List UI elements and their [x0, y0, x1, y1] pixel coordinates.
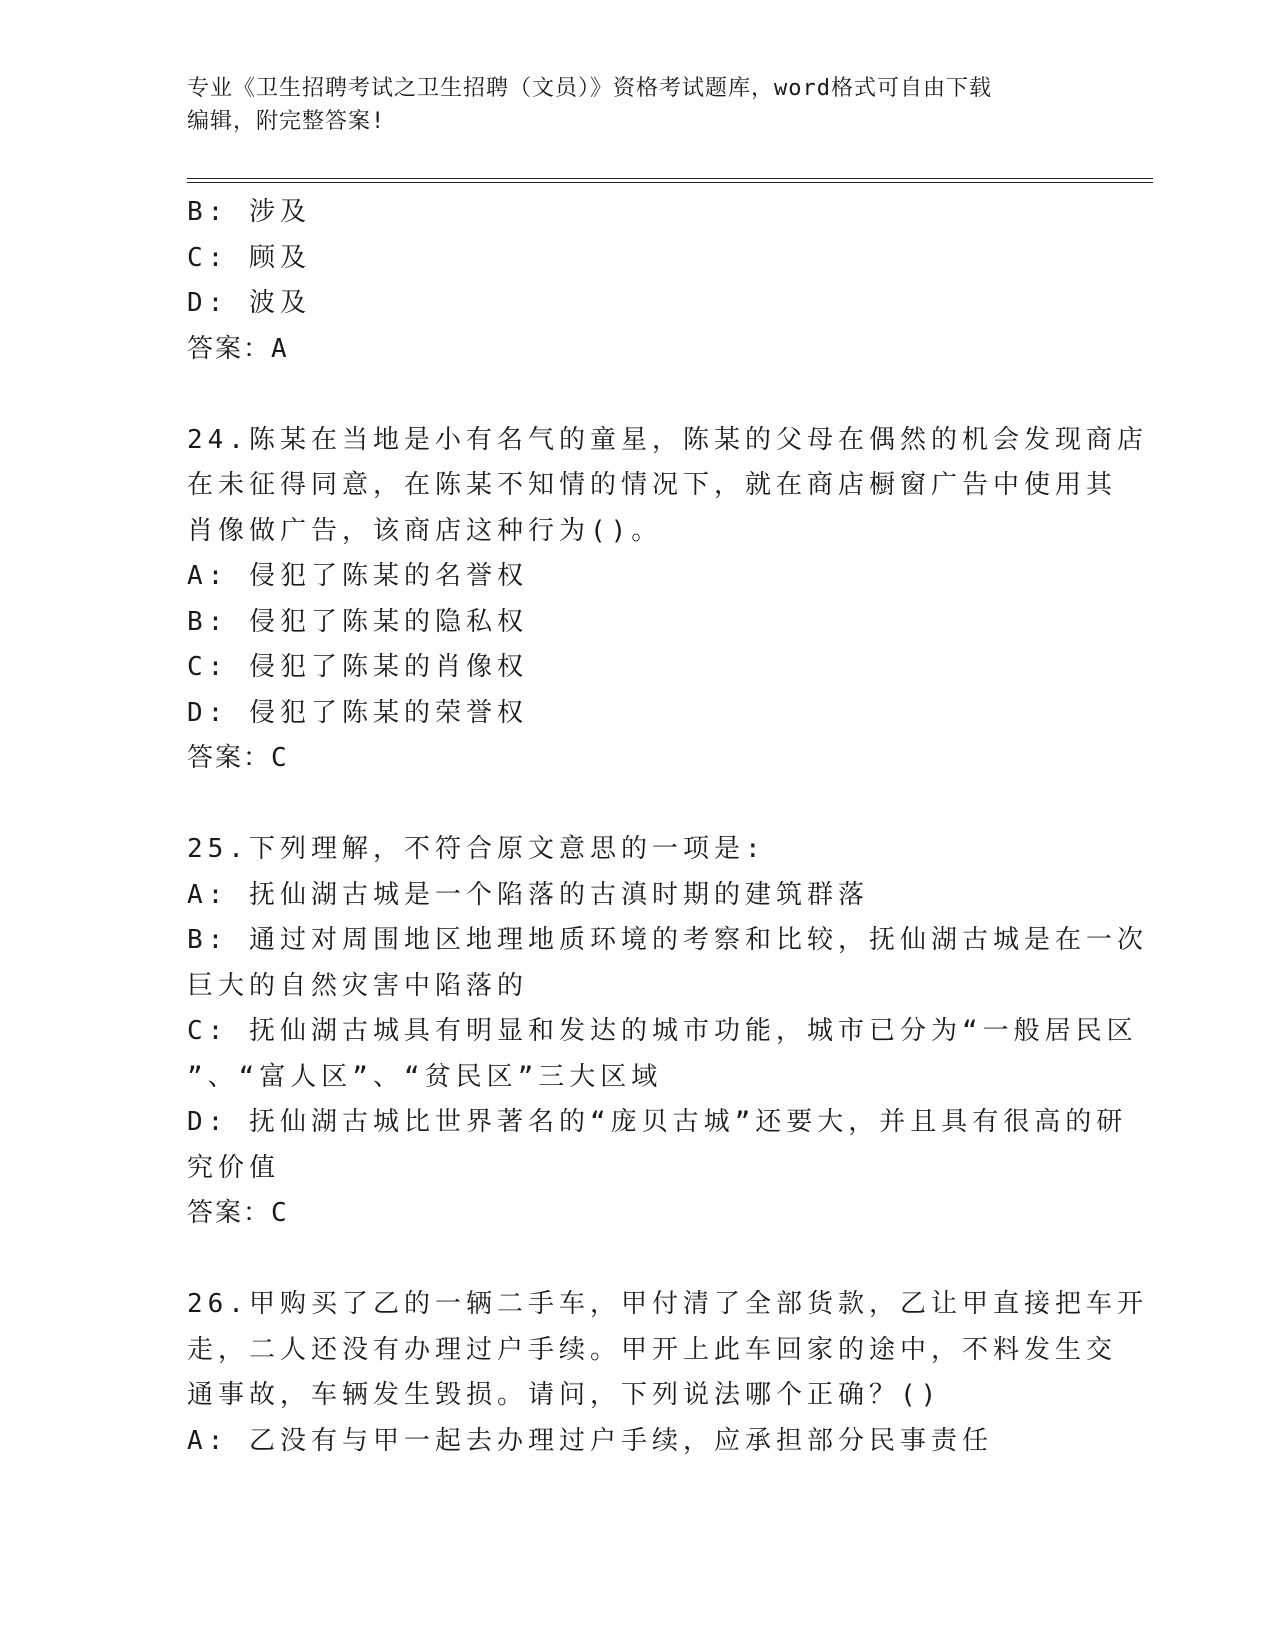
header-divider: [187, 178, 1153, 183]
option-c: C: 侵犯了陈某的肖像权: [187, 652, 528, 682]
header-line-1: 专业《卫生招聘考试之卫生招聘（文员）》资格考试题库，word格式可自由下载: [187, 76, 992, 101]
question-stem-line: 肖像做广告，该商店这种行为()。: [187, 515, 663, 546]
spacer: [187, 782, 1147, 828]
question-stem-line: 走，二人还没有办理过户手续。甲开上此车回家的途中，不料发生交: [187, 1334, 1118, 1365]
document-header: [187, 72, 1087, 138]
option-d: D: 波及: [187, 288, 311, 318]
spacer: [187, 372, 1147, 418]
answer: 答案：A: [187, 333, 289, 364]
answer: 答案：C: [187, 743, 289, 773]
option-b-continued: 巨大的自然灾害中陷落的: [187, 970, 529, 1001]
option-a: A: 乙没有与甲一起去办理过户手续，应承担部分民事责任: [187, 1425, 993, 1456]
document-page: [187, 0, 1157, 1650]
question-stem-line: 25.下列理解，不符合原文意思的一项是:: [187, 834, 766, 864]
question-26: [187, 1282, 1147, 1464]
option-c-continued: ”、“富人区”、“贫民区”三大区域: [187, 1061, 663, 1092]
answer: 答案：C: [187, 1198, 289, 1228]
header-line-2: 编辑，附完整答案!: [187, 109, 386, 134]
option-a: A: 抚仙湖古城是一个陷落的古滇时期的建筑群落: [187, 879, 869, 910]
question-stem-line: 在未征得同意，在陈某不知情的情况下，就在商店橱窗广告中使用其: [187, 470, 1118, 500]
option-d-continued: 究价值: [187, 1152, 281, 1183]
option-c: C: 顾及: [187, 242, 311, 273]
option-a: A: 侵犯了陈某的名誉权: [187, 561, 528, 591]
question-25: [187, 827, 1147, 1237]
question-stem-line: 26.甲购买了乙的一辆二手车，甲付清了全部货款，乙让甲直接把车开: [187, 1289, 1148, 1319]
option-b: B: 涉及: [187, 197, 311, 227]
question-23-continued: [187, 190, 1147, 372]
question-stem-line: 通事故，车辆发生毁损。请问，下列说法哪个正确？(): [187, 1380, 942, 1410]
option-d: D: 抚仙湖古城比世界著名的“庞贝古城”还要大，并且具有很高的研: [187, 1107, 1128, 1137]
option-b: B: 侵犯了陈某的隐私权: [187, 606, 528, 637]
option-b: B: 通过对周围地区地理地质环境的考察和比较，抚仙湖古城是在一次: [187, 925, 1148, 955]
option-d: D: 侵犯了陈某的荣誉权: [187, 697, 528, 728]
spacer: [187, 1237, 1147, 1283]
question-list: [187, 190, 1147, 1464]
question-stem-line: 24.陈某在当地是小有名气的童星，陈某的父母在偶然的机会发现商店: [187, 424, 1148, 455]
question-24: [187, 418, 1147, 782]
option-c: C: 抚仙湖古城具有明显和发达的城市功能，城市已分为“一般居民区: [187, 1016, 1138, 1046]
